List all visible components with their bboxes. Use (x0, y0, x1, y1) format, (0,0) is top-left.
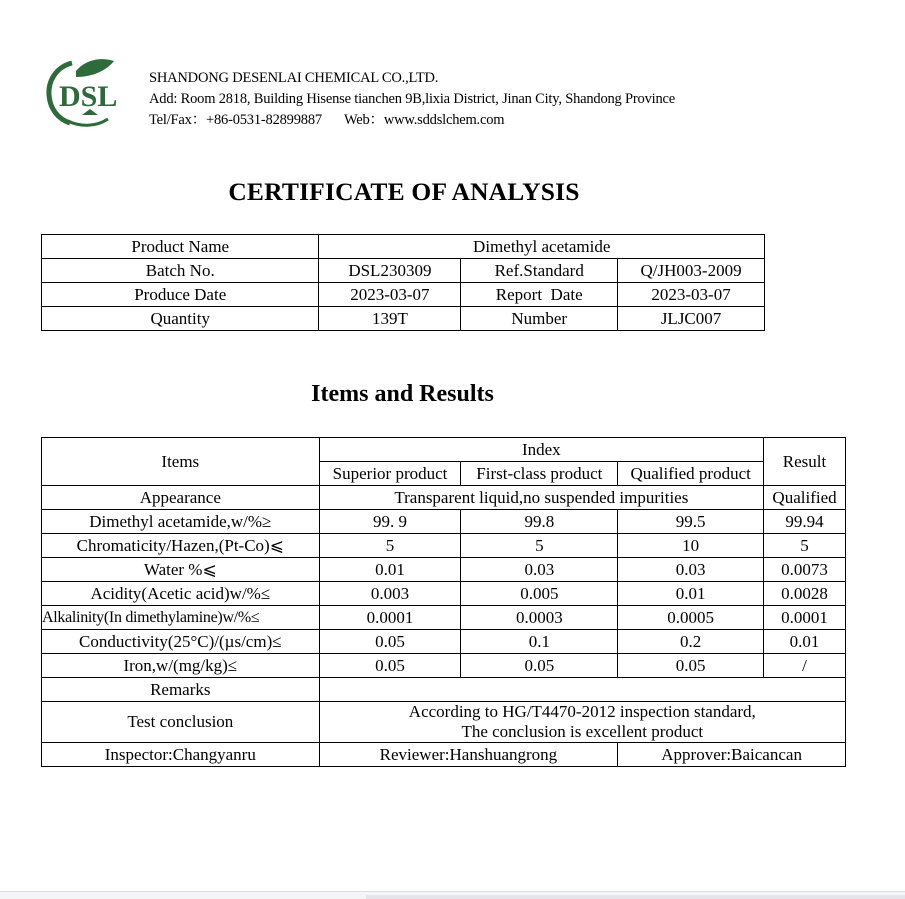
appearance-result: Qualified (764, 486, 846, 510)
qualified-value: 0.03 (618, 558, 764, 582)
item-name: Chromaticity/Hazen,(Pt-Co)⩽ (42, 534, 320, 558)
superior-value: 0.01 (319, 558, 461, 582)
signature-row (42, 743, 846, 767)
result-value: 0.01 (764, 630, 846, 654)
item-name: Acidity(Acetic acid)w/%≤ (42, 582, 320, 606)
qualified-value: 0.05 (618, 654, 764, 678)
result-value: 99.94 (764, 510, 846, 534)
document-title: CERTIFICATE OF ANALYSIS (228, 177, 580, 206)
table-row (42, 486, 846, 510)
item-name: Iron,w/(mg/kg)≤ (42, 654, 320, 678)
conclusion-line-1: According to HG/T4470-2012 inspection standard, (408, 702, 756, 721)
product-name-label: Product Name (42, 235, 319, 259)
section-title: Items and Results (311, 381, 494, 407)
table-row (42, 606, 846, 630)
report-date-value: 2023-03-07 (618, 283, 765, 307)
results-table (41, 437, 846, 767)
conclusion-line-2: The conclusion is excellent product (461, 722, 704, 741)
report-date-label: Report Date (461, 283, 618, 307)
company-name: SHANDONG DESENLAI CHEMICAL CO.,LTD. (149, 70, 439, 86)
first-class-value: 0.005 (461, 582, 618, 606)
table-row (42, 582, 846, 606)
result-value: 0.0001 (764, 606, 846, 630)
ref-standard-label: Ref.Standard (461, 259, 618, 283)
superior-value: 0.003 (319, 582, 461, 606)
first-class-value: 0.05 (461, 654, 618, 678)
first-class-value: 0.0003 (461, 606, 618, 630)
qualified-value: 0.0005 (618, 606, 764, 630)
produce-date-label: Produce Date (42, 283, 319, 307)
company-address: Add: Room 2818, Building Hisense tianchen 9B,lixia District, Jinan City, Shandong Province (149, 91, 675, 107)
result-value: 5 (764, 534, 846, 558)
superior-value: 5 (319, 534, 461, 558)
first-class-value: 0.1 (461, 630, 618, 654)
test-conclusion-value (319, 702, 845, 743)
superior-value: 0.05 (319, 654, 461, 678)
table-row (42, 678, 846, 702)
product-name-value: Dimethyl acetamide (319, 235, 765, 259)
table-row (42, 307, 765, 331)
grade-qualified-header: Qualified product (618, 462, 764, 486)
reviewer: Reviewer:Hanshuangrong (319, 743, 618, 767)
first-class-value: 99.8 (461, 510, 618, 534)
inspector: Inspector:Changyanru (42, 743, 320, 767)
table-row (42, 630, 846, 654)
table-row (42, 283, 765, 307)
produce-date-value: 2023-03-07 (319, 283, 461, 307)
items-header: Items (42, 438, 320, 486)
first-class-value: 5 (461, 534, 618, 558)
grade-superior-header: Superior product (319, 462, 461, 486)
table-row (42, 534, 846, 558)
first-class-value: 0.03 (461, 558, 618, 582)
appearance-spec: Transparent liquid,no suspended impurities (319, 486, 763, 510)
quantity-value: 139T (319, 307, 461, 331)
table-row (42, 510, 846, 534)
index-header: Index (319, 438, 763, 462)
superior-value: 0.05 (319, 630, 461, 654)
table-row (42, 702, 846, 743)
qualified-value: 10 (618, 534, 764, 558)
approver: Approver:Baicancan (618, 743, 846, 767)
grade-first-class-header: First-class product (461, 462, 618, 486)
quantity-label: Quantity (42, 307, 319, 331)
result-value: 0.0073 (764, 558, 846, 582)
item-name: Water %⩽ (42, 558, 320, 582)
result-value: / (764, 654, 846, 678)
item-name: Alkalinity(In dimethylamine)w/%≤ (42, 606, 320, 630)
result-value: 0.0028 (764, 582, 846, 606)
qualified-value: 0.2 (618, 630, 764, 654)
company-tel-fax: Tel/Fax：+86-0531-82899887 (149, 112, 322, 128)
table-row (42, 558, 846, 582)
product-info-table (41, 234, 765, 331)
qualified-value: 99.5 (618, 510, 764, 534)
remarks-label: Remarks (42, 678, 320, 702)
company-logo (42, 57, 138, 131)
superior-value: 99. 9 (319, 510, 461, 534)
batch-label: Batch No. (42, 259, 319, 283)
company-web: Web：www.sddslchem.com (343, 112, 505, 128)
company-header (149, 68, 675, 131)
item-name: Conductivity(25°C)/(µs/cm)≤ (42, 630, 320, 654)
appearance-label: Appearance (42, 486, 320, 510)
table-row (42, 259, 765, 283)
table-row (42, 654, 846, 678)
number-label: Number (461, 307, 618, 331)
table-header-row (42, 438, 846, 462)
batch-value: DSL230309 (319, 259, 461, 283)
table-row (42, 235, 765, 259)
item-name: Dimethyl acetamide,w/%≥ (42, 510, 320, 534)
scrollbar-thumb[interactable] (366, 895, 905, 899)
remarks-value (319, 678, 845, 702)
number-value: JLJC007 (618, 307, 765, 331)
result-header: Result (764, 438, 846, 486)
ref-standard-value: Q/JH003-2009 (618, 259, 765, 283)
superior-value: 0.0001 (319, 606, 461, 630)
test-conclusion-label: Test conclusion (42, 702, 320, 743)
svg-text:DSL: DSL (59, 80, 118, 113)
company-contact (149, 110, 675, 131)
qualified-value: 0.01 (618, 582, 764, 606)
